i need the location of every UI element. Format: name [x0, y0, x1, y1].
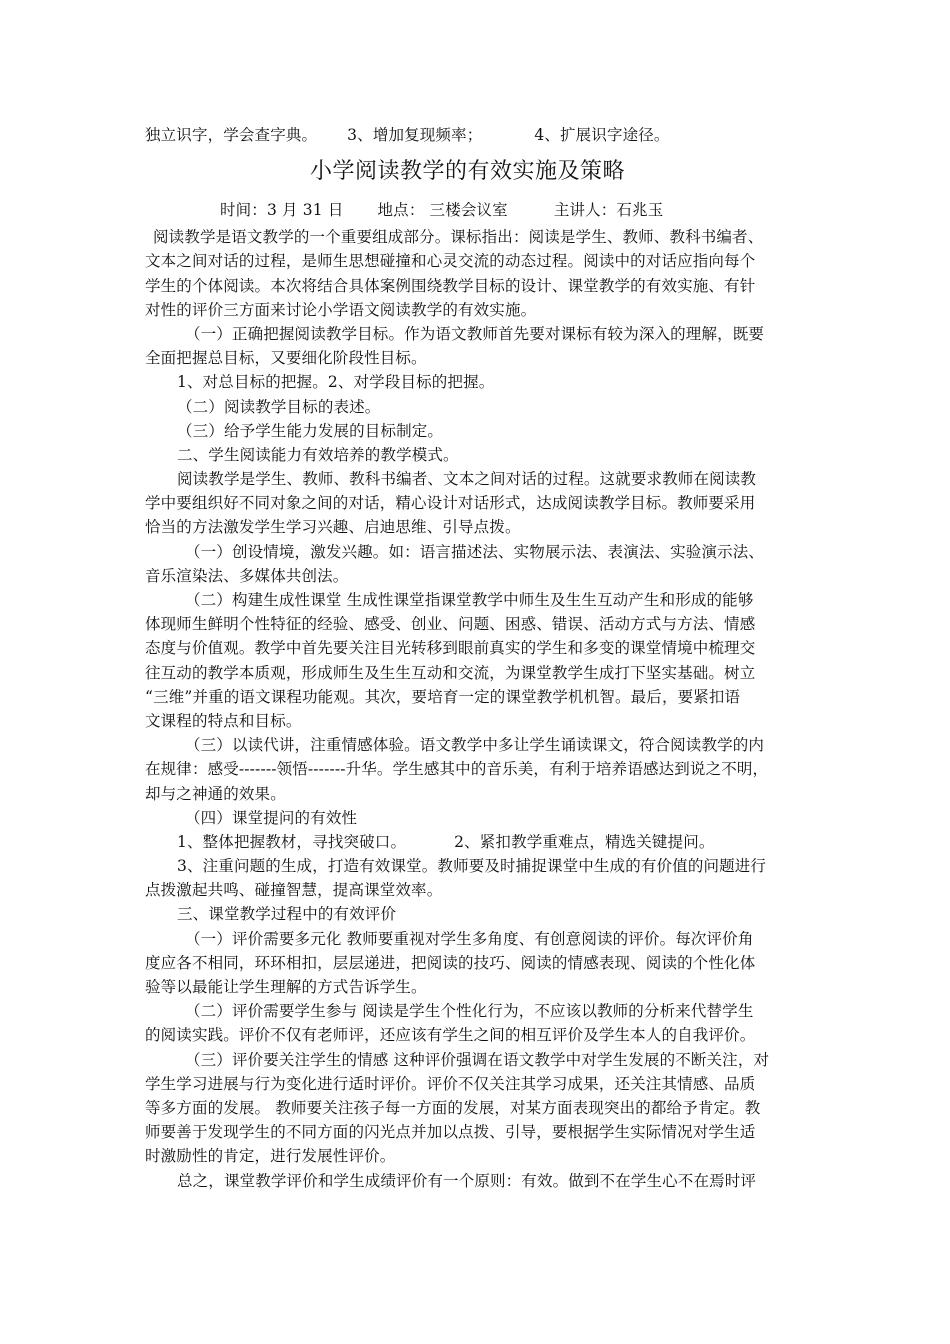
- intro-line: [145, 123, 810, 147]
- text-line: （三）以读代讲，注重情感体验。语文教学中多让学生诵读课文，符合阅读教学的内: [185, 736, 765, 755]
- document-body: [145, 123, 810, 1193]
- meta-speaker: 主讲人：石兆玉: [553, 201, 664, 220]
- intro-part-2: 3、增加复现频率；: [347, 126, 483, 144]
- text-line: 总之，课堂教学评价和学生成绩评价有一个原则：有效。做到不在学生心不在焉时评: [177, 1171, 757, 1190]
- text-line: 点拨激起共鸣、碰撞智慧，提高课堂效率。: [145, 881, 443, 900]
- text-line: 对性的评价三方面来讨论小学语文阅读教学的有效实施。: [145, 300, 537, 319]
- text-line: 全面把握总目标，又要细化阶段性目标。: [145, 349, 427, 368]
- text-line: 往互动的教学本质观，形成师生及生生互动和交流，为课堂教学生成打下坚实基础。树立: [145, 663, 756, 682]
- text-line: （一）评价需要多元化 教师要重视对学生多角度、有创意阅读的评价。每次评价角: [185, 929, 754, 948]
- text-line: 恰当的方法激发学生学习兴趣、启迪思维、引导点拨。: [145, 518, 521, 537]
- text-line: 阅读教学是学生、教师、教科书编者、文本之间对话的过程。这就要求教师在阅读教: [177, 470, 757, 489]
- text-line: 3、注重问题的生成，打造有效课堂。教师要及时捕捉课堂中生成的有价值的问题进行: [177, 857, 767, 876]
- text-line: 等多方面的发展。 教师要关注孩子每一方面的发展，对某方面表现突出的都给予肯定。教: [145, 1098, 761, 1117]
- text-line: 却与之神通的效果。: [145, 784, 286, 803]
- text-line: 的阅读实践。评价不仅有老师评，还应该有学生之间的相互评价及学生本人的自我评价。: [145, 1026, 756, 1045]
- text-line: （四）课堂提问的有效性: [185, 808, 358, 827]
- intro-part-3: 4、扩展识字途径。: [534, 126, 670, 144]
- text-line: 度应各不相同，环环相扣，层层递进，把阅读的技巧、阅读的情感表现、阅读的个性化体: [145, 953, 756, 972]
- text-line: （三）评价要关注学生的情感 这种评价强调在语文教学中对学生发展的不断关注，对: [185, 1050, 770, 1069]
- text-line: “三维”并重的语文课程功能观。其次，要培育一定的课堂教学机机智。最后，要紧扣语: [145, 687, 741, 706]
- text-line: 时激励性的肯定，进行发展性评价。: [145, 1147, 396, 1166]
- text-line: （三）给予学生能力发展的目标制定。: [177, 421, 444, 440]
- text-line: 学中要组织好不同对象之间的对话，精心设计对话形式，达成阅读教学目标。教师要采用: [145, 494, 756, 513]
- question-items-line: [145, 830, 810, 854]
- text-line: 学生学习进展与行为变化进行适时评价。评价不仅关注其学习成果，还关注其情感、品质: [145, 1074, 756, 1093]
- section-heading: 三、课堂教学过程中的有效评价: [177, 905, 397, 924]
- text-line: （一）正确把握阅读教学目标。作为语文教师首先要对课标有较为深入的理解，既要: [185, 324, 765, 343]
- text-line: 文本之间对话的过程，是师生思想碰撞和心灵交流的动态过程。阅读中的对话应指向每个: [145, 252, 756, 271]
- text-line: 文课程的特点和目标。: [145, 711, 302, 730]
- text-line: 阅读教学是语文教学的一个重要组成部分。课标指出：阅读是学生、教师、教科书编者、: [153, 228, 764, 247]
- question-item-1: 1、整体把握教材，寻找突破口。: [177, 832, 407, 851]
- document-title: 小学阅读教学的有效实施及策略: [309, 159, 625, 185]
- text-line: 验等以最能让学生理解的方式告诉学生。: [145, 978, 427, 996]
- question-item-2: 2、紧扣教学重难点，精选关键提问。: [454, 832, 715, 851]
- text-line: 音乐渲染法、多媒体共创法。: [145, 566, 349, 585]
- text-line: 师要善于发现学生的不同方面的闪光点并加以点拨、引导，要根据学生实际情况对学生适: [145, 1123, 756, 1142]
- text-line: 态度与价值观。教学中首先要关注目光转移到眼前真实的学生和多变的课堂情境中梳理交: [145, 639, 756, 658]
- text-line: 体现师生鲜明个性特征的经验、感受、创业、问题、困惑、错误、活动方式与方法、情感: [145, 615, 756, 634]
- text-line: 学生的个体阅读。本次将结合具体案例围绕教学目标的设计、课堂教学的有效实施、有针: [145, 276, 756, 295]
- text-line: 在规律：感受-------领悟-------升华。学生感其中的音乐美，有利于培养语感达到说之不明，: [145, 760, 769, 779]
- text-line: （一）创设情境，激发兴趣。如：语言描述法、实物展示法、表演法、实验演示法、: [185, 542, 765, 561]
- section-heading: 二、学生阅读能力有效培养的教学模式。: [177, 445, 459, 464]
- text-line: 1、对总目标的把握。2、对学段目标的把握。: [177, 373, 495, 392]
- intro-part-1: 独立识字，学会查字典。: [145, 126, 318, 144]
- text-line: （二）评价需要学生参与 阅读是学生个性化行为，不应该以教师的分析来代替学生: [185, 1002, 754, 1021]
- text-line: （二）构建生成性课堂 生成性课堂指课堂教学中师生及生生互动产生和形成的能够: [185, 591, 754, 609]
- meta-line: [145, 195, 810, 225]
- text-line: （二）阅读教学目标的表述。: [177, 397, 381, 416]
- meta-time: 时间：3 月 31 日: [220, 201, 344, 220]
- meta-place: 地点： 三楼会议室: [377, 201, 508, 220]
